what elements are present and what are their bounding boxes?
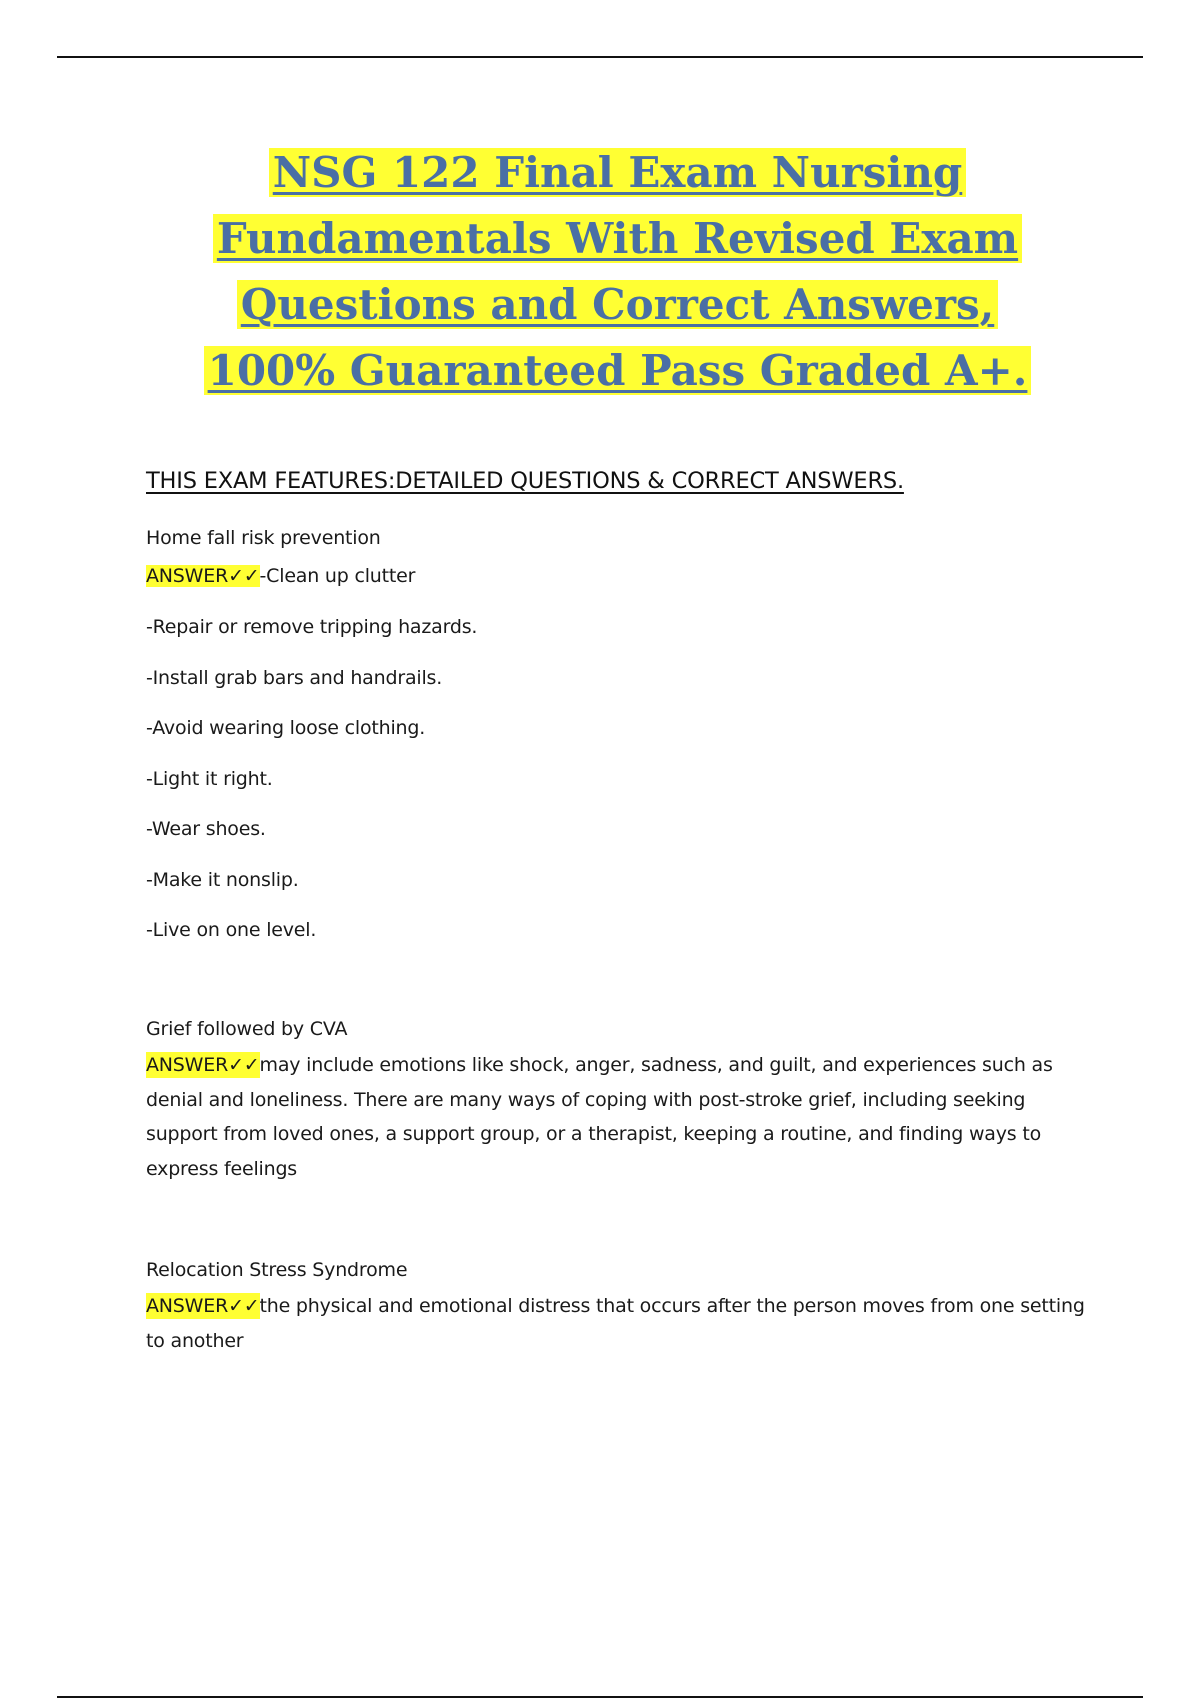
list-item: -Wear shoes. [146,818,266,840]
answer-text: may include emotions like shock, anger, sadness, and guilt, and experiences such as denial and loneliness. There are many ways of coping with post-stroke grief, including seeking support from loved ones, a support group, or a therapist, keeping a routine, and finding ways to express feelings [146,1054,1053,1180]
title-line-2: Fundamentals With Revised Exam [150,206,1085,272]
question-block-2 [146,1010,1096,1186]
answer-label: ANSWER✓✓ [146,1295,260,1317]
answer-label: ANSWER✓✓ [146,1054,260,1076]
features-heading: THIS EXAM FEATURES:DETAILED QUESTIONS & CORRECT ANSWERS. [146,468,904,494]
list-item: -Light it right. [146,767,273,790]
answer-list [146,602,1096,956]
list-item: -Avoid wearing loose clothing. [146,717,426,739]
title-line-4: 100% Guaranteed Pass Graded A+. [150,338,1085,404]
top-rule [57,56,1143,58]
question-block-3 [146,1251,1096,1358]
answer-label: ANSWER✓✓ [146,565,260,587]
answer-line [146,557,1096,595]
question-text: Home fall risk prevention [146,527,381,549]
list-item: -Repair or remove tripping hazards. [146,616,478,638]
title-line-1: NSG 122 Final Exam Nursing [150,140,1085,206]
answer-text: the physical and emotional distress that occurs after the person moves from one setting to another [146,1295,1085,1352]
document-title [150,140,1085,404]
answer-paragraph [146,1289,1096,1358]
question-text: Grief followed by CVA [146,1018,348,1040]
question-block-1 [146,519,1096,956]
title-line-3: Questions and Correct Answers, [150,272,1085,338]
list-item: -Make it nonslip. [146,868,299,891]
bottom-rule [57,1696,1143,1698]
answer-paragraph [146,1048,1096,1186]
question-text: Relocation Stress Syndrome [146,1259,408,1281]
list-item: -Live on one level. [146,919,317,941]
list-item: -Install grab bars and handrails. [146,666,443,689]
answer-text: -Clean up clutter [259,565,416,587]
